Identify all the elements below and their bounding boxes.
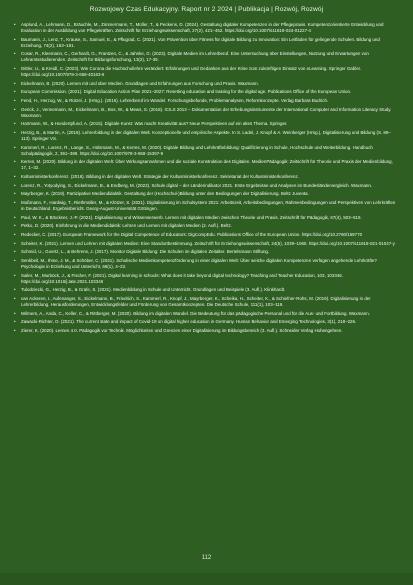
reference-item: • Kultusministerkonferenz. (2016). Bildung in der digitalen Welt. Strategie der Kultusministerkonferenz. Sekretariat der Kultusministerkonferenz. <box>14 174 400 180</box>
reference-item: • Tulodziecki, G., Herzig, B., & Grafe, S. (2021). Medienbildung in Schule und Unterricht. Grundlagen und Beispiele (3. Aufl.). Klinkhardt. <box>14 287 400 293</box>
reference-item: • Schmid, U., Goertz, L., & Behrens, J. (2017). Monitor Digitale Bildung: Die Schulen im digitalen Zeitalter. Bertelsmann Stiftung. <box>14 249 400 255</box>
reference-item: • Hartmann, W., & Hundertpfund, A. (2015). Digitale Kunst: Was macht Kreativität aus? Neue Perspektiven auf ein altes Thema. Springer. <box>14 121 400 127</box>
reference-item: • Redecker, C. (2017). European Framework for the Digital Competence of Educators: DigCompEdu. Publications Office of the European Union. https://doi.org/10.2760/159770 <box>14 232 400 238</box>
reference-item: • Zawacki-Richter, O. (2021). The current state and impact of Covid-19 on digital higher education in Germany. Human Behavior and Emerging Technologies, 3(1), 218–226. <box>14 319 400 325</box>
reference-item: • van Ackeren, I., Aufenanger, S., Eickelmann, B., Friedrich, S., Kammerl, R., Knopf, J., Mayrberger, K., Scheika, H., Scheiter, K., & Schiefner-Rohs, M. (2019). Digitalisierung in der Lehrerbildung. Herausforderungen, Entwicklungsfelder und Förderung von Gesamtkonzepten. Die Deutsche Schule, 111(1), 103–119. <box>14 296 400 308</box>
running-header <box>0 0 413 18</box>
reference-item: • Petko, D. (2020). Einführung in die Mediendidaktik: Lehren und Lernen mit digitalen Medien (2. Aufl.). Beltz. <box>14 223 400 229</box>
reference-item: • Mayrberger, K. (2019). Partizipative Mediendidaktik. Gestaltung der (Hochschul-)Bildung unter den Bedingungen der Digitalisierung. Beltz Juventa. <box>14 191 400 197</box>
reference-item: • Eickelmann, B. (2020). Lernen mit und über Medien. Grundlagen und Erfahrungen aus Forschung und Praxis. Waxmann. <box>14 81 400 87</box>
reference-item: • Asplund, A., Lehmann, D., Bräuchle, M., Zimmermann, T., Müller, T., & Peckens, D. (2024). Gestaltung digitaler Kompetenzen in der Pflegepraxis. Kompetenzorientierte Entwicklung und Evaluation in der Ausbildung von Pflegekräften. Zeitschrift für Erziehungswissenschaft, 27(2), 421–452. https://doi.org/10.1007/s11618-024-01227-4 <box>14 22 400 34</box>
reference-item: • Kerres, M. (2020). Bildung in der digitalen Welt: Über Wirkungsannahmen und die soziale Konstruktion des Digitalen. MedienPädagogik: Zeitschrift für Theorie und Praxis der Medienbildung, 17, 1–32. <box>14 159 400 171</box>
reference-item: • Gerick, J., Vennemann, M., Eickelmann, B., Bos, W., & Mews, S. (2018). ICILS 2013 – Dokumentation der Erhebungsinstrumente der International Computer and Information Literacy Study. Waxmann. <box>14 107 400 119</box>
reference-list <box>14 22 400 337</box>
footer-bar <box>0 573 413 585</box>
reference-item: • Wilmers, A., Anda, C., Keller, C., & Rittberger, M. (2020). Bildung im digitalen Wandel. Die Bedeutung für das pädagogische Personal und für die Aus- und Fortbildung. Waxmann. <box>14 311 400 317</box>
reference-item: • Scheiter, K. (2021). Lernen und Lehren mit digitalen Medien: Eine Standortbestimmung. Zeitschrift für Erziehungswissenschaft, 24(5), 1039–1060. https://doi.org/10.1007/s11618-021-01047-y <box>14 241 400 247</box>
reference-item: • Paul, W. K., & Brückner, J.-P. (2021). Digitalisierung und Wissenserwerb. Lernen mit digitalen Medien zwischen Theorie und Praxis. Zeitschrift für Pädagogik, 67(4), 503–519. <box>14 215 400 221</box>
reference-item: • Lorenz, R., Yotyodying, S., Eickelmann, B., & Endberg, M. (2022). Schule digital – der Länderindikator 2021. Erste Ergebnisse und Analysen im Bundesländervergleich. Waxmann. <box>14 183 400 189</box>
reference-item: • Kammerl, R., Lorenz, R., Lange, S., Hülsmann, M., & Kerres, M. (2020). Digitale Bildung und Lehrkräftebildung: Qualifizierung in Schule, Hochschule und Weiterbildung. Handbuch Schulpädagogik, 2, 361–389. https://doi.org/10.1007/978-3-658-15397-9 <box>14 145 400 157</box>
reference-item: • Dittler, U., & Kreidl, C. (2023). Wie Corona die Hochschullehre verändert: Erfahrungen und Gedanken aus der Krise zum zukünftigen Einsatz von eLearning. Springer Gabler. https://doi.org/10.1007/978-3-658-40163-6 <box>14 66 400 78</box>
reference-item: • Senkbeil, M., Ihme, J. M., & Schöber, C. (2021). Schulische Medienkompetenzförderung in einer digitalen Welt: Über welche digitalen Kompetenzen verfügen angehende Lehrkräfte? Psychologie in Erziehung und Unterricht, 68(1), 4–22. <box>14 258 400 270</box>
reference-item: • Fend, H., Herzog, W., & Rützel, J. (Hrsg.). (2016). Lehrerberuf im Wandel. Forschungsbefunde, Problemanalysen, Reformkonzepte. Verlag Barbara Budrich. <box>14 98 400 104</box>
reference-item: • Mußmann, F., Hardwig, T., Riethmüller, M., & Klötzer, S. (2021). Digitalisierung im Schulsystem 2021: Arbeitszeit, Arbeitsbedingungen, Rahmenbedingungen und Perspektiven von Lehrkräften in Deutschland. Ergebnisbericht. Georg-August-Universität Göttingen. <box>14 200 400 212</box>
page-number: 112 <box>201 555 212 561</box>
running-header-title: Rozwojowy Czas Edukacyjny. Raport nr 2 2024 | Publikacja | Rozwój, Rozwój <box>89 5 324 13</box>
reference-item: • Zierer, K. (2020). Lernen 4.0. Pädagogik vor Technik. Möglichkeiten und Grenzen einer Digitalisierung im Bildungsbereich (3. Aufl.). Schneider Verlag Hohengehren. <box>14 328 400 334</box>
reference-item: • Baumann, J., Lenz, T., Krause, S., Samuel, E., & Pflugrad, C. (2021). Von Prävention über Fitness für digitale Bildung zu Innovation: Ein Leitfaden für gelingende Schulen. Bildung und Erziehung, 74(2), 163–181. <box>14 37 400 49</box>
reference-item: • Cosar, R., Kleemann, C., Gerhardt, G., Frantzen, C., & Jahnke, G. (2023). Digitale Medien im Lehrerberuf. Eine Untersuchung über Einstellungen, Nutzung und Erwartungen von Lehramtsstudierenden. Zeitschrift für Bildungsforschung, 13(2), 17-39. <box>14 51 400 63</box>
reference-item: • Herzig, B., & Martin, A. (2018). Lehrerbildung in der digitalen Welt. Konzeptionelle und empirische Aspekte. In S. Ladel, J. Knopf & A. Weinberger (Hrsg.), Digitalisierung und Bildung (S. 89–113). Springer VS. <box>14 130 400 142</box>
reference-item: • European Commission. (2021). Digital Education Action Plan 2021–2027: Resetting education and training for the digital age. Publications Office of the European Union. <box>14 89 400 95</box>
reference-item: • Sailer, M., Murböck, J., & Fischer, F. (2021). Digital learning in schools: What does it take beyond digital technology? Teaching and Teacher Education, 103, 103346. https://doi.org/10.1016/j.tate.2021.103346 <box>14 273 400 285</box>
